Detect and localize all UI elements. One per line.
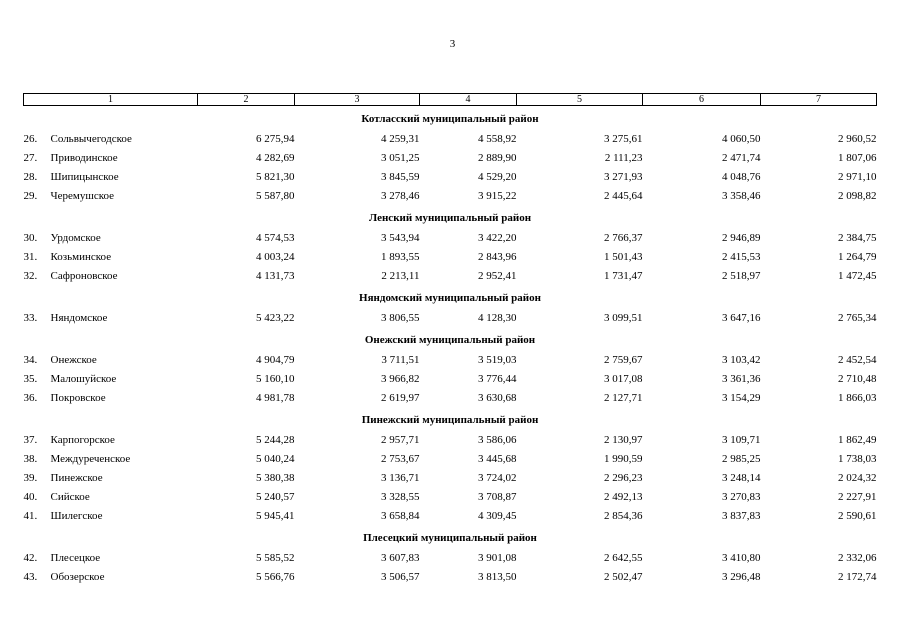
settlement-cell <box>24 186 198 205</box>
value-cell-col-5: 2 111,23 <box>604 151 643 164</box>
settlement-cell <box>24 129 198 148</box>
settlement-cell <box>24 350 198 369</box>
value-cell-col-4: 3 813,50 <box>478 570 517 583</box>
value-cell-col-5: 3 275,61 <box>604 132 643 145</box>
value-cell-col-6: 3 296,48 <box>722 570 761 583</box>
settlement-name: Карпогорское <box>50 433 115 446</box>
table-row <box>24 449 877 468</box>
value-cell-col-6: 4 060,50 <box>722 132 761 145</box>
value-cell-col-3: 2 957,71 <box>381 433 420 446</box>
row-number: 34. <box>23 353 38 366</box>
value-cell-col-2: 4 003,24 <box>256 250 295 263</box>
row-number: 27. <box>23 151 38 164</box>
settlement-cell <box>24 228 198 247</box>
value-cell-col-7: 2 098,82 <box>838 189 877 202</box>
row-number: 37. <box>23 433 38 446</box>
value-cell-col-4: 2 952,41 <box>478 269 517 282</box>
value-cell-col-3: 4 259,31 <box>381 132 420 145</box>
table-row <box>24 506 877 525</box>
value-cell-col-2: 5 945,41 <box>256 509 295 522</box>
value-cell-col-3: 2 619,97 <box>381 391 420 404</box>
value-cell-col-2: 4 282,69 <box>256 151 295 164</box>
value-cell-col-7: 2 960,52 <box>838 132 877 145</box>
column-number-2: 2 <box>198 94 295 106</box>
value-cell-col-3: 3 806,55 <box>381 311 420 324</box>
value-cell-col-6: 2 471,74 <box>722 151 761 164</box>
value-cell-col-5: 2 854,36 <box>604 509 643 522</box>
row-number: 43. <box>23 570 38 583</box>
value-cell-col-3: 3 711,51 <box>381 353 420 366</box>
value-cell-col-3: 2 753,67 <box>381 452 420 465</box>
value-cell-col-2: 5 040,24 <box>256 452 295 465</box>
value-cell-col-4: 3 519,03 <box>478 353 517 366</box>
tariff-table <box>23 93 877 586</box>
section-title: Котласский муниципальный район <box>361 112 539 125</box>
value-cell-col-5: 1 501,43 <box>604 250 643 263</box>
section-title: Пинежский муниципальный район <box>361 413 539 426</box>
row-number: 28. <box>23 170 38 183</box>
value-cell-col-4: 3 586,06 <box>478 433 517 446</box>
value-cell-col-6: 2 518,97 <box>722 269 761 282</box>
settlement-cell <box>24 266 198 285</box>
value-cell-col-5: 2 492,13 <box>604 490 643 503</box>
settlement-cell <box>24 388 198 407</box>
value-cell-col-2: 5 240,57 <box>256 490 295 503</box>
section-title: Ленский муниципальный район <box>368 211 532 224</box>
value-cell-col-6: 3 837,83 <box>722 509 761 522</box>
page-number: 3 <box>449 38 456 50</box>
settlement-cell <box>24 430 198 449</box>
value-cell-col-2: 4 574,53 <box>256 231 295 244</box>
value-cell-col-3: 3 543,94 <box>381 231 420 244</box>
table-row <box>24 350 877 369</box>
value-cell-col-2: 4 131,73 <box>256 269 295 282</box>
value-cell-col-2: 5 380,38 <box>256 471 295 484</box>
value-cell-col-6: 3 647,16 <box>722 311 761 324</box>
value-cell-col-2: 4 904,79 <box>256 353 295 366</box>
value-cell-col-4: 3 445,68 <box>478 452 517 465</box>
table-row <box>24 186 877 205</box>
settlement-cell <box>24 308 198 327</box>
value-cell-col-4: 3 915,22 <box>478 189 517 202</box>
value-cell-col-6: 3 358,46 <box>722 189 761 202</box>
value-cell-col-3: 3 136,71 <box>381 471 420 484</box>
row-number: 40. <box>23 490 38 503</box>
value-cell-col-6: 3 154,29 <box>722 391 761 404</box>
value-cell-col-2: 5 587,80 <box>256 189 295 202</box>
value-cell-col-6: 2 985,25 <box>722 452 761 465</box>
value-cell-col-3: 3 845,59 <box>381 170 420 183</box>
settlement-name: Няндомское <box>50 311 108 324</box>
row-number: 26. <box>23 132 38 145</box>
value-cell-col-6: 2 946,89 <box>722 231 761 244</box>
value-cell-col-7: 1 862,49 <box>838 433 877 446</box>
value-cell-col-7: 1 866,03 <box>838 391 877 404</box>
settlement-cell <box>24 167 198 186</box>
value-cell-col-5: 3 099,51 <box>604 311 643 324</box>
value-cell-col-4: 3 422,20 <box>478 231 517 244</box>
value-cell-col-5: 1 990,59 <box>604 452 643 465</box>
settlement-name: Шилегское <box>50 509 103 522</box>
settlement-name: Сольвычегодское <box>50 132 132 145</box>
value-cell-col-4: 4 529,20 <box>478 170 517 183</box>
settlement-name: Плесецкое <box>50 551 101 564</box>
value-cell-col-2: 5 244,28 <box>256 433 295 446</box>
value-cell-col-3: 3 607,83 <box>381 551 420 564</box>
table-row <box>24 388 877 407</box>
row-number: 36. <box>23 391 38 404</box>
table-row <box>24 548 877 567</box>
value-cell-col-7: 2 227,91 <box>838 490 877 503</box>
value-cell-col-5: 2 445,64 <box>604 189 643 202</box>
section-header-row <box>24 525 877 548</box>
settlement-cell <box>24 449 198 468</box>
settlement-cell <box>24 506 198 525</box>
value-cell-col-7: 2 172,74 <box>838 570 877 583</box>
value-cell-col-2: 5 585,52 <box>256 551 295 564</box>
table-row <box>24 148 877 167</box>
value-cell-col-6: 3 361,36 <box>722 372 761 385</box>
table-row <box>24 430 877 449</box>
value-cell-col-4: 3 630,68 <box>478 391 517 404</box>
settlement-name: Покровское <box>50 391 106 404</box>
row-number: 29. <box>23 189 38 202</box>
value-cell-col-7: 2 452,54 <box>838 353 877 366</box>
table-body <box>24 106 877 587</box>
value-cell-col-7: 2 384,75 <box>838 231 877 244</box>
settlement-cell <box>24 369 198 388</box>
settlement-name: Урдомское <box>50 231 101 244</box>
value-cell-col-5: 2 759,67 <box>604 353 643 366</box>
value-cell-col-7: 2 971,10 <box>838 170 877 183</box>
value-cell-col-5: 2 642,55 <box>604 551 643 564</box>
value-cell-col-7: 2 765,34 <box>838 311 877 324</box>
section-title: Плесецкий муниципальный район <box>363 531 537 544</box>
settlement-cell <box>24 247 198 266</box>
settlement-name: Междуреченское <box>50 452 131 465</box>
value-cell-col-3: 1 893,55 <box>381 250 420 263</box>
row-number: 31. <box>23 250 38 263</box>
section-title: Няндомский муниципальный район <box>359 291 541 304</box>
settlement-name: Малошуйское <box>50 372 117 385</box>
value-cell-col-3: 3 051,25 <box>381 151 420 164</box>
settlement-name: Сийское <box>50 490 90 503</box>
settlement-name: Обозерское <box>50 570 105 583</box>
value-cell-col-6: 3 109,71 <box>722 433 761 446</box>
settlement-cell <box>24 468 198 487</box>
value-cell-col-3: 3 506,57 <box>381 570 420 583</box>
column-number-7: 7 <box>761 94 877 106</box>
value-cell-col-7: 2 024,32 <box>838 471 877 484</box>
value-cell-col-7: 1 807,06 <box>838 151 877 164</box>
settlement-cell <box>24 567 198 586</box>
column-number-header-row <box>24 94 877 106</box>
value-cell-col-6: 2 415,53 <box>722 250 761 263</box>
column-number-3: 3 <box>295 94 420 106</box>
value-cell-col-5: 2 766,37 <box>604 231 643 244</box>
settlement-name: Сафроновское <box>50 269 118 282</box>
row-number: 32. <box>23 269 38 282</box>
row-number: 42. <box>23 551 38 564</box>
table-row <box>24 266 877 285</box>
value-cell-col-7: 2 710,48 <box>838 372 877 385</box>
table-row <box>24 247 877 266</box>
value-cell-col-3: 3 328,55 <box>381 490 420 503</box>
table-row <box>24 308 877 327</box>
value-cell-col-2: 5 821,30 <box>256 170 295 183</box>
value-cell-col-3: 2 213,11 <box>381 269 420 282</box>
section-header-row <box>24 106 877 130</box>
settlement-name: Козьминское <box>50 250 112 263</box>
row-number: 39. <box>23 471 38 484</box>
settlement-name: Онежское <box>50 353 97 366</box>
table-row <box>24 228 877 247</box>
table-row <box>24 567 877 586</box>
row-number: 38. <box>23 452 38 465</box>
column-number-5: 5 <box>517 94 643 106</box>
row-number: 41. <box>23 509 38 522</box>
table-row <box>24 369 877 388</box>
settlement-name: Пинежское <box>50 471 103 484</box>
value-cell-col-6: 3 270,83 <box>722 490 761 503</box>
value-cell-col-4: 4 128,30 <box>478 311 517 324</box>
value-cell-col-2: 5 566,76 <box>256 570 295 583</box>
value-cell-col-5: 3 017,08 <box>604 372 643 385</box>
row-number: 33. <box>23 311 38 324</box>
settlement-name: Приводинское <box>50 151 118 164</box>
value-cell-col-6: 3 103,42 <box>722 353 761 366</box>
settlement-cell <box>24 487 198 506</box>
column-number-4: 4 <box>420 94 517 106</box>
table-row <box>24 468 877 487</box>
section-header-row <box>24 205 877 228</box>
value-cell-col-4: 3 724,02 <box>478 471 517 484</box>
value-cell-col-4: 3 901,08 <box>478 551 517 564</box>
value-cell-col-5: 1 731,47 <box>604 269 643 282</box>
row-number: 30. <box>23 231 38 244</box>
settlement-name: Черемушское <box>50 189 115 202</box>
value-cell-col-4: 2 889,90 <box>478 151 517 164</box>
table-row <box>24 487 877 506</box>
value-cell-col-7: 1 264,79 <box>838 250 877 263</box>
value-cell-col-4: 4 309,45 <box>478 509 517 522</box>
value-cell-col-6: 4 048,76 <box>722 170 761 183</box>
value-cell-col-6: 3 410,80 <box>722 551 761 564</box>
value-cell-col-3: 3 658,84 <box>381 509 420 522</box>
table-row <box>24 129 877 148</box>
value-cell-col-7: 2 590,61 <box>838 509 877 522</box>
value-cell-col-7: 2 332,06 <box>838 551 877 564</box>
value-cell-col-7: 1 738,03 <box>838 452 877 465</box>
value-cell-col-2: 4 981,78 <box>256 391 295 404</box>
value-cell-col-4: 3 708,87 <box>478 490 517 503</box>
settlement-cell <box>24 548 198 567</box>
row-number: 35. <box>23 372 38 385</box>
column-number-1: 1 <box>24 94 198 106</box>
value-cell-col-3: 3 278,46 <box>381 189 420 202</box>
value-cell-col-5: 2 130,97 <box>604 433 643 446</box>
value-cell-col-4: 2 843,96 <box>478 250 517 263</box>
value-cell-col-2: 5 423,22 <box>256 311 295 324</box>
value-cell-col-4: 3 776,44 <box>478 372 517 385</box>
value-cell-col-2: 6 275,94 <box>256 132 295 145</box>
section-title: Онежский муниципальный район <box>364 333 536 346</box>
settlement-name: Шипицынское <box>50 170 119 183</box>
settlement-cell <box>24 148 198 167</box>
value-cell-col-4: 4 558,92 <box>478 132 517 145</box>
value-cell-col-6: 3 248,14 <box>722 471 761 484</box>
value-cell-col-5: 2 502,47 <box>604 570 643 583</box>
section-header-row <box>24 327 877 350</box>
value-cell-col-5: 2 296,23 <box>604 471 643 484</box>
table-row <box>24 167 877 186</box>
value-cell-col-7: 1 472,45 <box>838 269 877 282</box>
section-header-row <box>24 407 877 430</box>
value-cell-col-5: 3 271,93 <box>604 170 643 183</box>
column-number-6: 6 <box>643 94 761 106</box>
value-cell-col-3: 3 966,82 <box>381 372 420 385</box>
value-cell-col-5: 2 127,71 <box>604 391 643 404</box>
section-header-row <box>24 285 877 308</box>
value-cell-col-2: 5 160,10 <box>256 372 295 385</box>
